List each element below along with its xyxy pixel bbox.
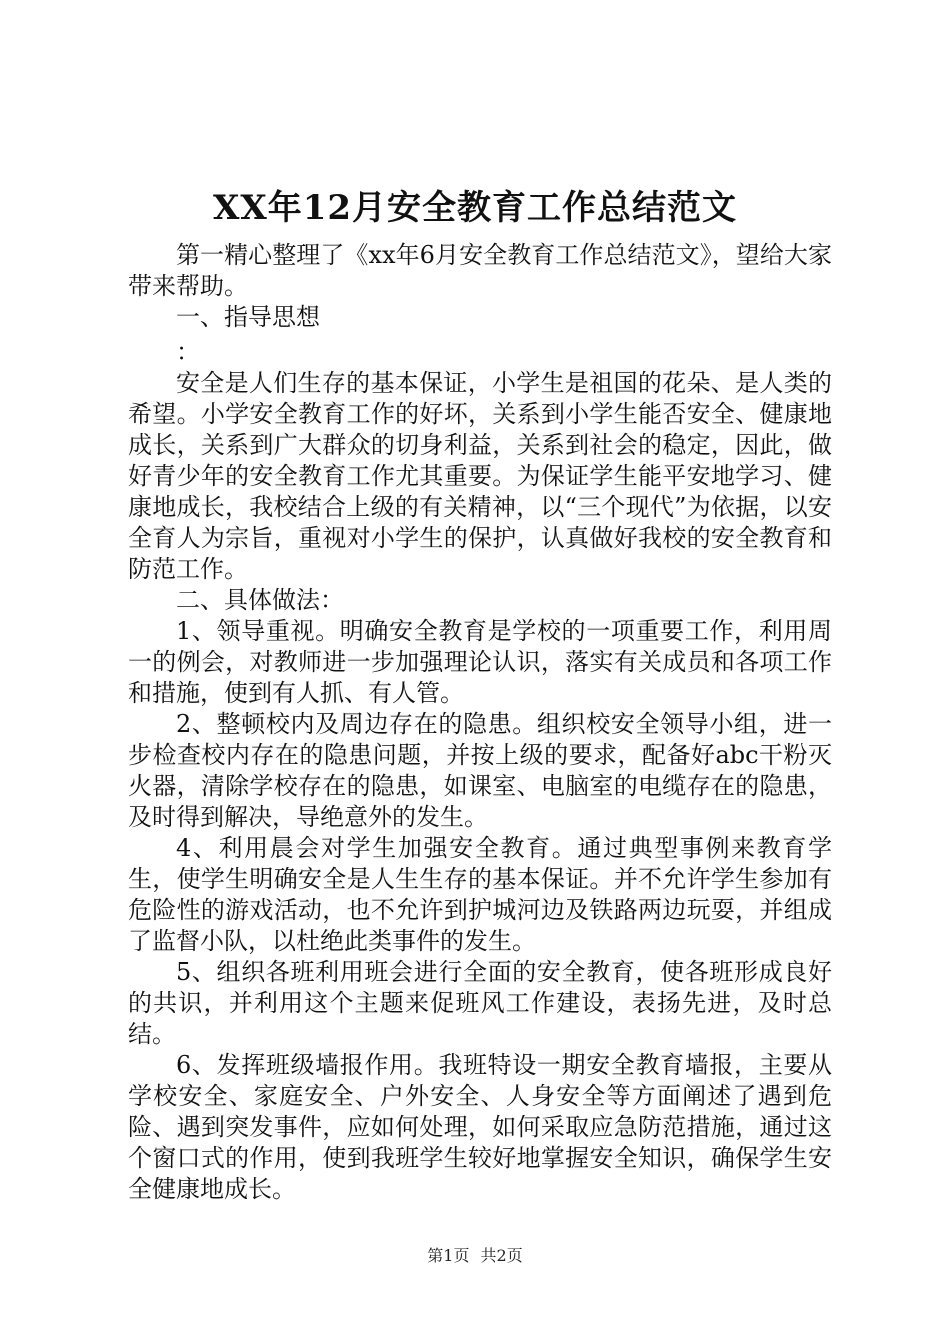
list-item-6: 6、发挥班级墙报作用。我班特设一期安全教育墙报，主要从学校安全、家庭安全、户外安全、人身安全等方面阐述了遇到危险、遇到突发事件，应如何处理，如何采取应急防范措施，通过这个窗口式的作用，使到我班学生较好地掌握安全知识，确保学生安全健康地成长。 (128, 1051, 832, 1203)
section-heading-guiding-ideology: 一、指导思想 (176, 303, 320, 331)
list-item-1: 1、领导重视。明确安全教育是学校的一项重要工作，利用周一的例会，对教师进一步加强理论认识，落实有关成员和各项工作和措施，使到有人抓、有人管。 (128, 617, 832, 707)
stray-colon: ： (176, 338, 200, 366)
document-title: XX年12月安全教育工作总结范文 (212, 188, 738, 228)
body-paragraph: 安全是人们生存的基本保证，小学生是祖国的花朵、是人类的希望。小学安全教育工作的好坏，关系到小学生能否安全、健康地成长，关系到广大群众的切身利益，关系到社会的稳定，因此，做好青少年的安全教育工作尤其重要。为保证学生能平安地学习、健康地成长，我校结合上级的有关精神，以“三个现代”为依据，以安全育人为宗旨，重视对小学生的保护，认真做好我校的安全教育和防范工作。 (128, 369, 832, 583)
list-item-5: 5、组织各班利用班会进行全面的安全教育，使各班形成良好的共识，并利用这个主题来促班风工作建设，表扬先进，及时总结。 (128, 958, 832, 1048)
page-total: 共2页 (480, 1246, 523, 1265)
section-heading-specific-practices: 二、具体做法： (176, 586, 344, 614)
list-item-2: 2、整顿校内及周边存在的隐患。组织校安全领导小组，进一步检查校内存在的隐患问题，并按上级的要求，配备好abc干粉灭火器，清除学校存在的隐患，如课室、电脑室的电缆存在的隐患，及时得到解决，导绝意外的发生。 (128, 710, 832, 831)
document-body (128, 240, 832, 1205)
intro-paragraph: 第一精心整理了《xx年6月安全教育工作总结范文》，望给大家带来帮助。 (128, 241, 832, 300)
list-item-4: 4、利用晨会对学生加强安全教育。通过典型事例来教育学生，使学生明确安全是人生生存的基本保证。并不允许学生参加有危险性的游戏活动，也不允许到护城河边及铁路两边玩耍，并组成了监督小队，以杜绝此类事件的发生。 (128, 834, 832, 955)
page-number: 第1页 (427, 1246, 470, 1265)
page-footer (0, 1245, 950, 1267)
